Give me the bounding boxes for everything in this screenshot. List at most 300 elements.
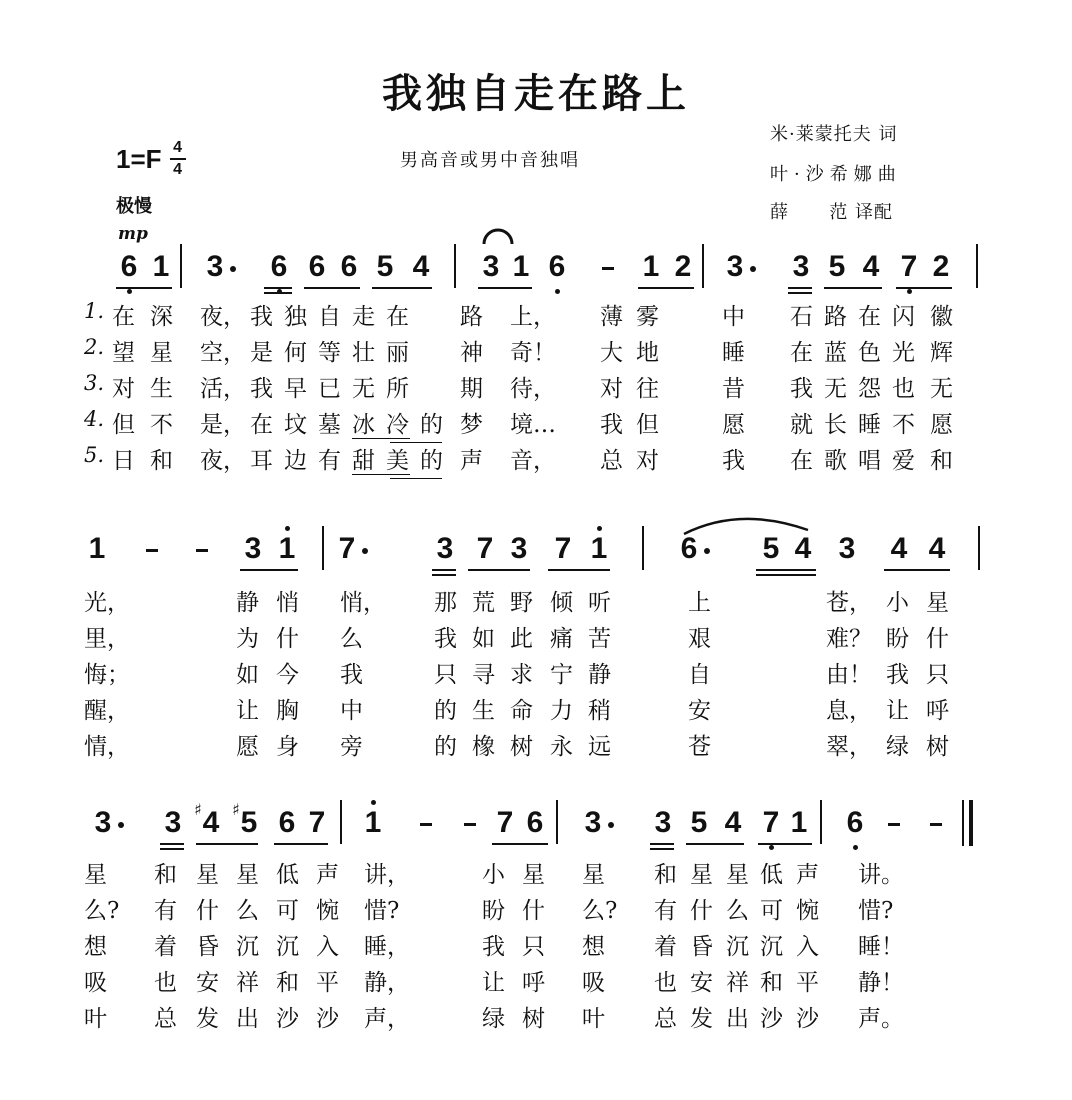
- lyric-syllable: 有: [154, 898, 177, 924]
- lyric-syllable: 生: [472, 698, 495, 724]
- note: 6: [526, 806, 544, 839]
- lyric-syllable: 橡: [472, 734, 495, 760]
- beam-underline: [478, 287, 532, 289]
- lyric-syllable: 路: [460, 304, 483, 330]
- lyric-syllable: 想: [582, 934, 605, 960]
- lyric-syllable: 我: [340, 662, 363, 688]
- lyric-syllable: 旁: [340, 734, 363, 760]
- lyric-syllable: 在: [112, 304, 135, 330]
- lyric-syllable: 的: [434, 734, 457, 760]
- note: 7: [554, 532, 572, 565]
- lyric-syllable: 绿: [482, 1006, 505, 1032]
- sustain-dash: [196, 549, 208, 552]
- lyric-syllable: 那: [434, 590, 457, 616]
- lyric-syllable: 星: [582, 862, 605, 888]
- lyric-syllable: 惋: [796, 898, 819, 924]
- lyric-syllable: 小: [886, 590, 909, 616]
- lyric-syllable: 么: [236, 898, 259, 924]
- lyric-syllable: 平: [796, 970, 819, 996]
- lyric-syllable: 什: [690, 898, 713, 924]
- lyric-syllable: 上，: [510, 304, 556, 330]
- lyric-syllable: 绿: [886, 734, 909, 760]
- lyric-syllable: 力: [550, 698, 573, 724]
- lyric-syllable: 静: [236, 590, 259, 616]
- augmentation-dot: [750, 266, 756, 272]
- lyric-syllable: 独: [284, 304, 307, 330]
- key-signature: 1=F: [116, 143, 162, 174]
- lyric-syllable: 只: [522, 934, 545, 960]
- beam-underline: [548, 569, 610, 571]
- lyric-syllable: 么?: [582, 898, 618, 924]
- lyric-syllable: 在: [858, 304, 881, 330]
- note: 3: [94, 806, 112, 839]
- lyric-syllable: 出: [726, 1006, 749, 1032]
- lyric-syllable: 呼: [926, 698, 949, 724]
- note: 1: [588, 532, 610, 566]
- lyric-syllable: 境…: [510, 412, 556, 438]
- lyric-syllable: 翠，: [826, 734, 872, 760]
- notation-system-3: [0, 800, 1072, 846]
- lyric-syllable: 日: [112, 448, 135, 474]
- augmentation-dot: [118, 822, 124, 828]
- lyric-syllable: 长: [824, 412, 847, 438]
- lyric-syllable: 在: [790, 340, 813, 366]
- lyric-syllable: 昏: [690, 934, 713, 960]
- sustain-dash: [602, 267, 614, 270]
- lyric-syllable: 盼: [886, 626, 909, 652]
- lyric-syllable: 惜?: [858, 898, 894, 924]
- lyric-syllable: 让: [886, 698, 909, 724]
- lyric-syllable: 盼: [482, 898, 505, 924]
- beam-underline: [824, 287, 882, 289]
- barline: [702, 244, 704, 288]
- beam-underline: [650, 848, 674, 850]
- lyric-syllable: 光，: [84, 590, 130, 616]
- beam-underline: [756, 574, 816, 576]
- lyric-syllable: 如: [236, 662, 259, 688]
- note: 7: [338, 532, 356, 565]
- note: 6: [308, 250, 326, 283]
- lyric-syllable: 也: [892, 376, 915, 402]
- lyric-syllable: 地: [636, 340, 659, 366]
- lyric-syllable: 么: [340, 626, 363, 652]
- beam-underline: [788, 287, 812, 289]
- lyric-syllable: 昔: [722, 376, 745, 402]
- lyric-syllable: 沙: [796, 1006, 819, 1032]
- lyric-syllable: 我: [250, 376, 273, 402]
- lyric-syllable: 无: [352, 376, 375, 402]
- verse-number: 1.: [84, 299, 105, 323]
- lyric-syllable: 平: [316, 970, 339, 996]
- lyric-syllable: 我: [790, 376, 813, 402]
- lyric-syllable: 吸: [84, 970, 107, 996]
- lyric-syllable: 星: [196, 862, 219, 888]
- lyric-syllable: 愿: [930, 412, 953, 438]
- notation-system-1: [0, 250, 1072, 290]
- melisma-underline: [352, 474, 410, 475]
- lyric-syllable: 美: [386, 448, 409, 474]
- lyric-syllable: 色: [858, 340, 881, 366]
- barline: [978, 526, 980, 570]
- beam-underline: [116, 287, 172, 289]
- barline: [820, 800, 822, 844]
- lyric-syllable: 总: [654, 1006, 677, 1032]
- lyric-syllable: 期: [460, 376, 483, 402]
- lyric-syllable: 低: [760, 862, 783, 888]
- lyric-syllable: 呼: [522, 970, 545, 996]
- note: 3: [792, 250, 810, 283]
- lyric-syllable: 睡: [858, 412, 881, 438]
- note: 1: [276, 532, 298, 566]
- lyric-syllable: 声，: [364, 1006, 410, 1032]
- lyric-syllable: 安: [688, 698, 711, 724]
- lyric-syllable: 着: [154, 934, 177, 960]
- note: 3: [838, 532, 856, 565]
- lyric-syllable: 坟: [284, 412, 307, 438]
- lyric-syllable: 愿: [236, 734, 259, 760]
- fraction-bar: [170, 158, 186, 160]
- lyric-syllable: 想: [84, 934, 107, 960]
- lyric-syllable: 此: [510, 626, 533, 652]
- lyric-syllable: 沉: [760, 934, 783, 960]
- lyric-syllable: 寻: [472, 662, 495, 688]
- lyric-syllable: 野: [510, 590, 533, 616]
- note: 3: [436, 532, 454, 565]
- lyric-syllable: 有: [318, 448, 341, 474]
- lyric-syllable: 在: [790, 448, 813, 474]
- note: 4: [412, 250, 430, 283]
- lyric-syllable: 入: [796, 934, 819, 960]
- lyric-syllable: 活，: [200, 376, 246, 402]
- beam-underline: [492, 843, 548, 845]
- lyric-syllable: 奇！: [510, 340, 556, 366]
- lyric-syllable: 我: [600, 412, 623, 438]
- verse-number: 2.: [84, 335, 105, 359]
- lyric-syllable: 甜: [352, 448, 375, 474]
- lyric-syllable: 命: [510, 698, 533, 724]
- lyric-syllable: 无: [930, 376, 953, 402]
- lyric-syllable: 空，: [200, 340, 246, 366]
- note: 3: [244, 532, 262, 565]
- note: 3: [726, 250, 744, 283]
- note: 3: [206, 250, 224, 283]
- melisma-underline: [390, 442, 442, 443]
- performance-note: 男高音或男中音独唱: [400, 150, 580, 171]
- lyric-syllable: 为: [236, 626, 259, 652]
- lyric-syllable: 么: [726, 898, 749, 924]
- lyric-syllable: 吸: [582, 970, 605, 996]
- lyric-syllable: 石: [790, 304, 813, 330]
- lyricist-credit: 米·莱蒙托夫 词: [770, 124, 898, 145]
- barline: [642, 526, 644, 570]
- lyric-syllable: 叶: [582, 1006, 605, 1032]
- sustain-dash: [888, 823, 900, 826]
- lyric-syllable: 对: [112, 376, 135, 402]
- lyric-syllable: 倾: [550, 590, 573, 616]
- lyric-syllable: 沉: [726, 934, 749, 960]
- lyric-syllable: 怨: [858, 376, 881, 402]
- lyric-syllable: 夜，: [200, 304, 246, 330]
- lyric-syllable: 只: [926, 662, 949, 688]
- lyric-syllable: 悄，: [340, 590, 386, 616]
- lyric-syllable: 和: [930, 448, 953, 474]
- lyric-syllable: 祥: [236, 970, 259, 996]
- lyric-syllable: 静！: [858, 970, 904, 996]
- note: 6: [340, 250, 358, 283]
- lyric-syllable: 树: [926, 734, 949, 760]
- song-title: 我独自走在路上: [382, 70, 690, 117]
- barline: [556, 800, 558, 844]
- lyric-syllable: 早: [284, 376, 307, 402]
- lyric-syllable: 息，: [826, 698, 872, 724]
- note: 6: [680, 532, 698, 565]
- note: 3: [510, 532, 528, 565]
- lyric-syllable: 睡: [722, 340, 745, 366]
- note: 1: [790, 806, 808, 839]
- lyric-syllable: 宁: [550, 662, 573, 688]
- lyric-syllable: 何: [284, 340, 307, 366]
- lyric-syllable: 辉: [930, 340, 953, 366]
- lyric-syllable: 也: [654, 970, 677, 996]
- note: 2: [674, 250, 692, 283]
- lyric-syllable: 我: [250, 304, 273, 330]
- note: 3: [654, 806, 672, 839]
- lyric-syllable: 让: [482, 970, 505, 996]
- beam-underline: [240, 569, 298, 571]
- lyric-syllable: 星: [84, 862, 107, 888]
- dynamic-marking: mp: [118, 224, 148, 244]
- lyric-syllable: 不: [150, 412, 173, 438]
- lyric-syllable: 沙: [276, 1006, 299, 1032]
- lyric-syllable: 星: [726, 862, 749, 888]
- lyric-syllable: 身: [276, 734, 299, 760]
- lyric-syllable: 难？: [826, 626, 872, 652]
- sustain-dash: [464, 823, 476, 826]
- lyric-syllable: 睡！: [858, 934, 904, 960]
- augmentation-dot: [608, 822, 614, 828]
- lyric-syllable: 和: [760, 970, 783, 996]
- lyric-syllable: 星: [150, 340, 173, 366]
- lyric-syllable: 讲。: [858, 862, 904, 888]
- lyric-syllable: 总: [154, 1006, 177, 1032]
- lyric-syllable: 是: [250, 340, 273, 366]
- sustain-dash: [146, 549, 158, 552]
- barline: [322, 526, 324, 570]
- lyric-syllable: 闪: [892, 304, 915, 330]
- lyric-syllable: 墓: [318, 412, 341, 438]
- lyric-syllable: 么?: [84, 898, 120, 924]
- beam-underline: [160, 848, 184, 850]
- lyric-syllable: 睡，: [364, 934, 410, 960]
- note: 1: [88, 532, 106, 565]
- notation-system-2: [0, 532, 1072, 572]
- lyric-syllable: 声: [316, 862, 339, 888]
- beam-underline: [432, 574, 456, 576]
- sharp-icon: ♯: [232, 800, 240, 819]
- sharp-icon: ♯: [194, 800, 202, 819]
- lyric-syllable: 走: [352, 304, 375, 330]
- lyric-syllable: 的: [420, 448, 443, 474]
- lyric-syllable: 往: [636, 376, 659, 402]
- lyric-syllable: 和: [154, 862, 177, 888]
- note: 5: [690, 806, 708, 839]
- lyric-syllable: 祥: [726, 970, 749, 996]
- note: 1: [642, 250, 660, 283]
- beam-underline: [686, 843, 744, 845]
- lyric-syllable: 梦: [460, 412, 483, 438]
- note: 6: [844, 806, 866, 840]
- lyric-syllable: 冰: [352, 412, 375, 438]
- lyric-syllable: 沉: [276, 934, 299, 960]
- lyric-syllable: 着: [654, 934, 677, 960]
- lyric-syllable: 惜?: [364, 898, 400, 924]
- lyric-syllable: 音，: [510, 448, 556, 474]
- lyric-syllable: 蓝: [824, 340, 847, 366]
- lyric-syllable: 望: [112, 340, 135, 366]
- note: 4: [202, 806, 220, 839]
- note: 4: [794, 532, 812, 565]
- lyric-syllable: 无: [824, 376, 847, 402]
- note: 6: [268, 250, 290, 284]
- lyric-syllable: 声: [796, 862, 819, 888]
- beam-underline: [638, 287, 694, 289]
- note: 5: [376, 250, 394, 283]
- lyric-syllable: 所: [386, 376, 409, 402]
- key-and-time-signature: [116, 140, 186, 178]
- lyric-syllable: 如: [472, 626, 495, 652]
- note: 4: [890, 532, 908, 565]
- lyric-syllable: 也: [154, 970, 177, 996]
- lyric-syllable: 树: [522, 1006, 545, 1032]
- lyric-syllable: 丽: [386, 340, 409, 366]
- lyric-syllable: 苦: [588, 626, 611, 652]
- note: 5: [240, 806, 258, 839]
- lyric-syllable: 荒: [472, 590, 495, 616]
- beam-underline: [264, 292, 292, 294]
- lyric-syllable: 沙: [316, 1006, 339, 1032]
- lyric-syllable: 和: [276, 970, 299, 996]
- lyric-syllable: 和: [654, 862, 677, 888]
- beam-underline: [304, 287, 360, 289]
- lyric-syllable: 声: [460, 448, 483, 474]
- lyric-syllable: 入: [316, 934, 339, 960]
- lyric-syllable: 只: [434, 662, 457, 688]
- lyric-syllable: 星: [236, 862, 259, 888]
- lyric-syllable: 不: [892, 412, 915, 438]
- lyric-syllable: 路: [824, 304, 847, 330]
- lyric-syllable: 冷: [386, 412, 409, 438]
- beam-underline: [884, 569, 950, 571]
- lyric-syllable: 声。: [858, 1006, 904, 1032]
- lyric-syllable: 醒，: [84, 698, 130, 724]
- lyric-syllable: 自: [318, 304, 341, 330]
- lyric-syllable: 雾: [636, 304, 659, 330]
- note: 6: [118, 250, 140, 284]
- lyric-syllable: 安: [690, 970, 713, 996]
- lyric-syllable: 静: [588, 662, 611, 688]
- beam-underline: [788, 292, 812, 294]
- lyric-syllable: 苍: [688, 734, 711, 760]
- beam-underline: [264, 287, 292, 289]
- lyric-syllable: 我: [886, 662, 909, 688]
- lyric-syllable: 和: [150, 448, 173, 474]
- lyric-syllable: 自: [688, 662, 711, 688]
- final-barline-thin: [962, 800, 964, 846]
- lyric-syllable: 悄: [276, 590, 299, 616]
- lyric-syllable: 什: [522, 898, 545, 924]
- note: 6: [546, 250, 568, 284]
- lyric-syllable: 胸: [276, 698, 299, 724]
- note: 7: [898, 250, 920, 284]
- lyric-syllable: 是，: [200, 412, 246, 438]
- lyric-syllable: 耳: [250, 448, 273, 474]
- lyric-syllable: 唱: [858, 448, 881, 474]
- note: 6: [278, 806, 296, 839]
- beam-underline: [758, 843, 812, 845]
- lyric-syllable: 我: [722, 448, 745, 474]
- barline: [976, 244, 978, 288]
- lyric-syllable: 爱: [892, 448, 915, 474]
- note: 3: [584, 806, 602, 839]
- note: 2: [932, 250, 950, 283]
- lyric-syllable: 什: [276, 626, 299, 652]
- lyric-syllable: 痛: [550, 626, 573, 652]
- sustain-dash: [420, 823, 432, 826]
- fermata-icon: [478, 226, 518, 248]
- final-barline-thick: [969, 800, 973, 846]
- note: 7: [308, 806, 326, 839]
- lyric-syllable: 壮: [352, 340, 375, 366]
- note: 4: [862, 250, 880, 283]
- lyric-syllable: 苍，: [826, 590, 872, 616]
- lyric-syllable: 对: [636, 448, 659, 474]
- lyric-syllable: 树: [510, 734, 533, 760]
- lyric-syllable: 等: [318, 340, 341, 366]
- lyric-syllable: 星: [926, 590, 949, 616]
- lyric-syllable: 歌: [824, 448, 847, 474]
- lyric-syllable: 稍: [588, 698, 611, 724]
- beam-underline: [196, 843, 258, 845]
- lyric-syllable: 艰: [688, 626, 711, 652]
- note: 7: [496, 806, 514, 839]
- beam-underline: [372, 287, 432, 289]
- note: 7: [760, 806, 782, 840]
- verse-number: 5.: [84, 443, 105, 467]
- lyric-syllable: 中: [722, 304, 745, 330]
- lyric-syllable: 让: [236, 698, 259, 724]
- lyric-syllable: 的: [434, 698, 457, 724]
- lyric-syllable: 就: [790, 412, 813, 438]
- lyric-syllable: 什: [196, 898, 219, 924]
- lyric-syllable: 今: [276, 662, 299, 688]
- lyric-syllable: 惋: [316, 898, 339, 924]
- note: 3: [164, 806, 182, 839]
- lyric-syllable: 可: [760, 898, 783, 924]
- lyric-syllable: 薄: [600, 304, 623, 330]
- beam-underline: [160, 843, 184, 845]
- barline: [454, 244, 456, 288]
- lyric-syllable: 大: [600, 340, 623, 366]
- tempo-marking: 极慢: [116, 196, 152, 217]
- lyric-syllable: 小: [482, 862, 505, 888]
- lyric-syllable: 叶: [84, 1006, 107, 1032]
- lyric-syllable: 远: [588, 734, 611, 760]
- lyric-syllable: 夜，: [200, 448, 246, 474]
- note: 1: [362, 806, 384, 840]
- lyric-syllable: 但: [636, 412, 659, 438]
- beam-underline: [432, 569, 456, 571]
- lyric-syllable: 深: [150, 304, 173, 330]
